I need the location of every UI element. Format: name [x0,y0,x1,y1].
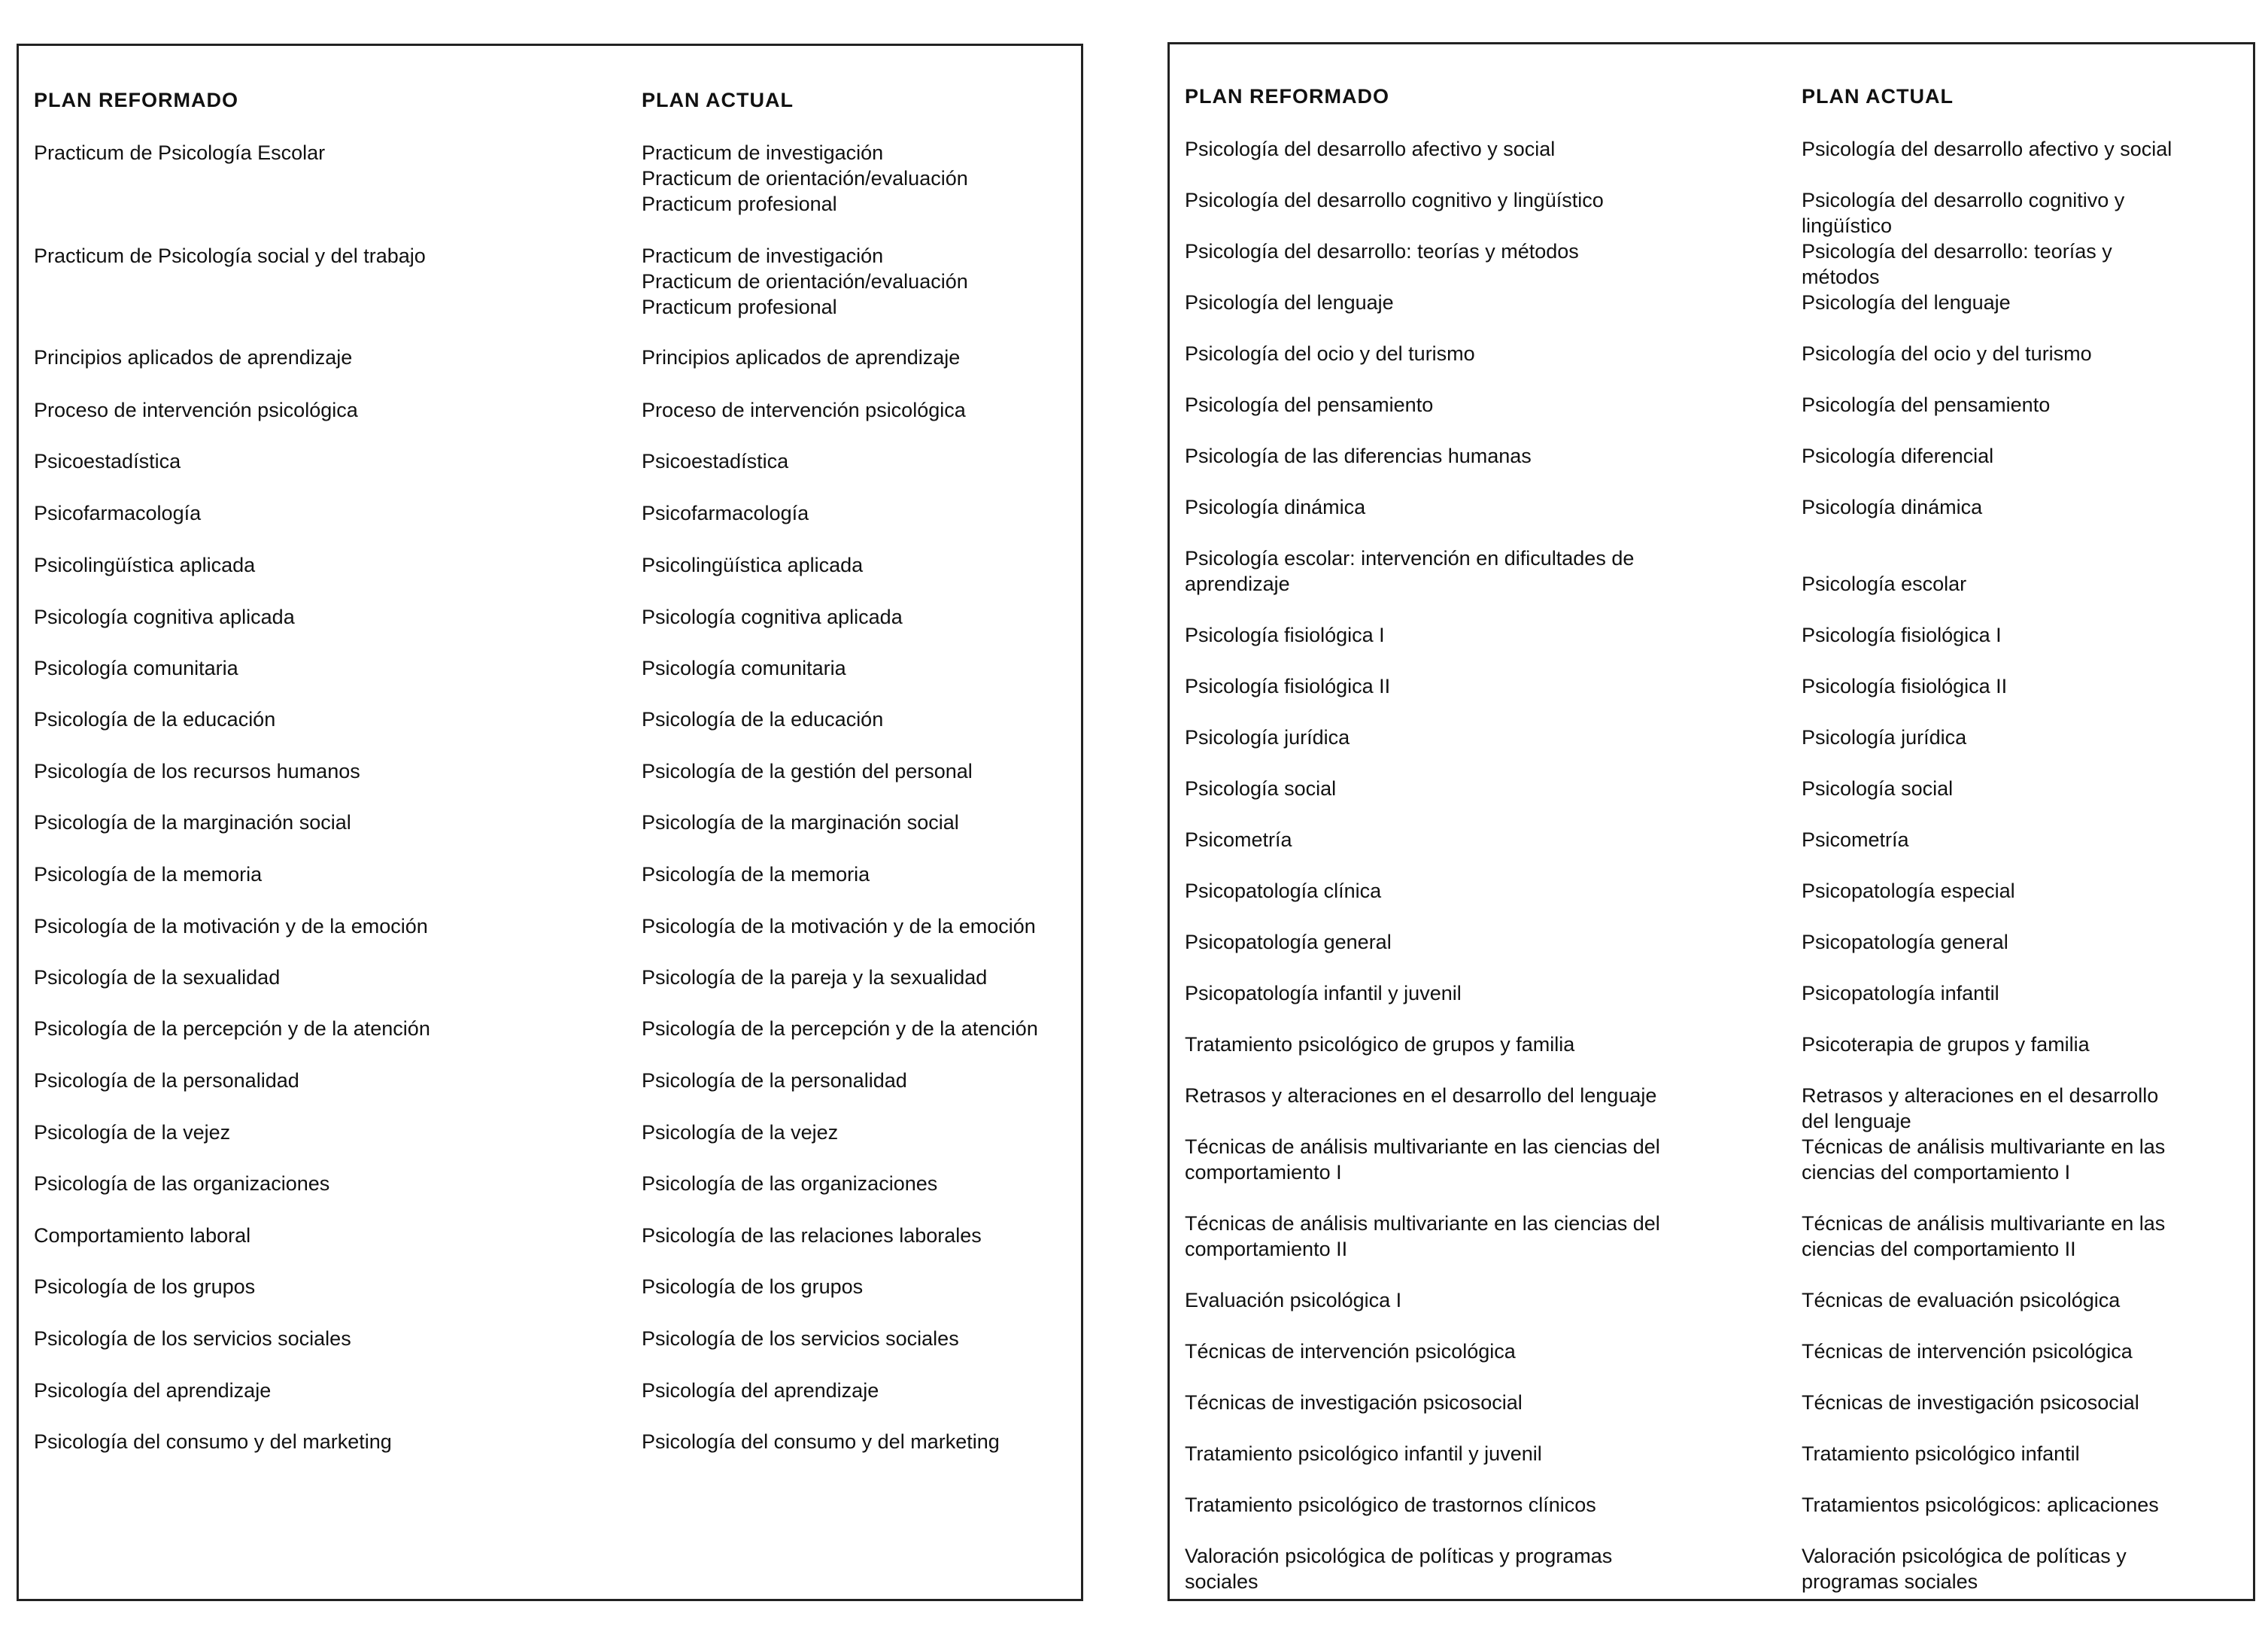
cell-plan-reformado [34,500,201,526]
header-plan-reformado: PLAN REFORMADO [34,89,238,111]
cell-line: Psicología dinámica [1185,496,1366,518]
cell-plan-actual [642,862,870,887]
cell-plan-reformado [1185,776,1336,801]
cell-plan-actual [1802,443,1993,469]
cell-plan-reformado [34,758,360,784]
cell-line: Psicología de la vejez [642,1121,839,1144]
cell-line: sociales [1185,1570,1258,1593]
cell-line: Psicología cognitiva aplicada [34,606,295,628]
cell-plan-actual [642,552,863,578]
cell-plan-actual [1802,239,2112,290]
cell-plan-reformado [1185,622,1385,648]
cell-line: Psicología de la sexualidad [34,966,281,989]
cell-plan-reformado [34,810,351,835]
cell-plan-reformado [1185,1492,1596,1518]
cell-line: Practicum de orientación/evaluación [642,167,968,190]
cell-plan-reformado [1185,290,1394,315]
cell-plan-reformado [1185,725,1350,750]
cell-line: Psicología del desarrollo: teorías y métodos [1185,240,1579,263]
cell-line: Comportamiento laboral [34,1224,251,1247]
cell-line: Psicología de la vejez [34,1121,231,1144]
right-table [1167,42,2255,1601]
cell-plan-actual [642,810,959,835]
cell-line: Técnicas de análisis multivariante en las [1802,1212,2166,1235]
cell-line: métodos [1802,266,1880,288]
cell-plan-reformado [34,345,352,370]
cell-plan-actual [1802,1492,2159,1518]
cell-line: Psicología del desarrollo afectivo y social [1185,138,1556,160]
cell-line: Psicología de la personalidad [34,1069,299,1092]
cell-plan-actual [1802,673,2007,699]
cell-plan-actual [642,1223,982,1248]
cell-line: Psicología de la memoria [34,863,263,886]
cell-plan-reformado [1185,341,1475,366]
cell-line: programas sociales [1802,1570,1978,1593]
cell-line: Técnicas de investigación psicosocial [1802,1391,2139,1414]
cell-line: Psicología fisiológica I [1185,624,1385,646]
cell-line: Psicofarmacología [642,502,809,524]
cell-plan-actual [1802,1134,2165,1185]
cell-line: Psicología jurídica [1185,726,1350,749]
cell-plan-actual [642,448,788,474]
cell-plan-reformado [1185,1441,1542,1466]
cell-line: ciencias del comportamiento II [1802,1238,2076,1260]
cell-line: comportamiento I [1185,1161,1342,1184]
cell-plan-actual [642,604,903,630]
cell-line: Practicum profesional [642,296,837,318]
left-table [17,44,1083,1601]
cell-plan-reformado [34,552,255,578]
cell-plan-actual [1802,929,2008,955]
cell-line: Psicología escolar: intervención en dificultades de [1185,547,1635,570]
cell-plan-reformado [1185,980,1462,1006]
cell-line: Evaluación psicológica I [1185,1289,1402,1311]
cell-line: Psicología fisiológica II [1802,675,2008,697]
cell-plan-reformado [1185,392,1433,418]
cell-plan-actual [1802,187,2124,239]
cell-plan-actual [1802,494,1982,520]
cell-line: Psicoestadística [642,450,789,473]
cell-line: Psicometría [1802,828,1909,851]
cell-line: Psicología de los recursos humanos [34,760,360,783]
cell-line: Proceso de intervención psicológica [34,399,358,421]
cell-line: Practicum de orientación/evaluación [642,270,968,293]
cell-line: Técnicas de intervención psicológica [1802,1340,2133,1363]
cell-line: Psicología social [1802,777,1954,800]
cell-plan-actual [642,913,1036,939]
cell-line: Psicoterapia de grupos y familia [1802,1033,2090,1056]
cell-plan-actual [642,758,973,784]
cell-plan-reformado [1185,929,1392,955]
cell-line: Psicología social [1185,777,1337,800]
cell-plan-actual [642,707,883,732]
cell-line: Psicología del pensamiento [1802,394,2051,416]
cell-line: Psicología de la educación [642,708,884,731]
cell-line: aprendizaje [1185,573,1290,595]
cell-line: Psicología de la percepción y de la atención [34,1017,430,1040]
cell-line: del lenguaje [1802,1110,1911,1132]
cell-line: Valoración psicológica de políticas y programas [1185,1545,1613,1567]
cell-line: Psicología comunitaria [642,657,846,679]
cell-line: Psicofarmacología [34,502,202,524]
cell-line: Psicología de los servicios sociales [642,1327,959,1350]
cell-line: Técnicas de análisis multivariante en las [1802,1135,2166,1158]
cell-plan-reformado [1185,1083,1656,1108]
cell-line: ciencias del comportamiento I [1802,1161,2071,1184]
cell-plan-reformado [1185,878,1381,904]
cell-plan-actual [642,965,987,990]
cell-plan-reformado [34,243,426,269]
cell-plan-reformado [34,1378,271,1403]
cell-line: Psicología del ocio y del turismo [1185,342,1475,365]
cell-plan-reformado [34,1274,255,1299]
cell-plan-reformado [34,1223,250,1248]
cell-plan-reformado [34,1016,430,1041]
cell-plan-reformado [34,1326,351,1351]
cell-line: Psicología de la pareja y la sexualidad [642,966,988,989]
cell-line: Psicología de la marginación social [642,811,959,834]
cell-line: Psicología del consumo y del marketing [642,1430,1000,1453]
cell-line: Psicología diferencial [1802,445,1994,467]
cell-plan-actual [1802,571,1966,597]
cell-plan-reformado [34,1429,392,1454]
cell-line: comportamiento II [1185,1238,1348,1260]
cell-line: Psicopatología general [1185,931,1392,953]
cell-plan-reformado [1185,1390,1523,1415]
cell-line: Psicología de las organizaciones [642,1172,938,1195]
cell-line: Psicología de la motivación y de la emoción [642,915,1036,938]
cell-line: Técnicas de análisis multivariante en las ciencias del [1185,1135,1660,1158]
cell-plan-actual [1802,1287,2120,1313]
cell-plan-actual [642,345,960,370]
cell-plan-actual [1802,1032,2090,1057]
cell-plan-actual [642,1378,879,1403]
cell-line: Retrasos y alteraciones en el desarrollo [1802,1084,2159,1107]
cell-line: Psicología del ocio y del turismo [1802,342,2092,365]
cell-plan-reformado [1185,443,1532,469]
cell-line: Psicología fisiológica I [1802,624,2002,646]
cell-plan-actual [1802,1211,2165,1262]
cell-plan-reformado [1185,1211,1660,1262]
cell-line: lingüístico [1802,214,1893,237]
header-plan-reformado: PLAN REFORMADO [1185,85,1389,108]
cell-line: Psicopatología infantil y juvenil [1185,982,1462,1004]
cell-line: Psicología dinámica [1802,496,1983,518]
cell-plan-actual [642,140,968,217]
cell-plan-reformado [1185,1339,1516,1364]
cell-line: Valoración psicológica de políticas y [1802,1545,2127,1567]
cell-line: Psicología del desarrollo cognitivo y [1802,189,2125,211]
cell-line: Psicología de la marginación social [34,811,351,834]
cell-plan-actual [642,1171,937,1196]
cell-line: Psicología del desarrollo cognitivo y lingüístico [1185,189,1604,211]
cell-line: Psicología de las relaciones laborales [642,1224,982,1247]
cell-line: Psicología de la personalidad [642,1069,907,1092]
cell-line: Psicología de la educación [34,708,276,731]
cell-line: Tratamiento psicológico infantil y juvenil [1185,1442,1542,1465]
cell-plan-actual [642,397,966,423]
cell-plan-reformado [34,397,358,423]
cell-line: Psicología de las organizaciones [34,1172,330,1195]
cell-plan-actual [1802,136,2172,162]
cell-line: Tratamiento psicológico de grupos y familia [1185,1033,1575,1056]
cell-plan-actual [1802,290,2011,315]
cell-plan-reformado [34,140,325,166]
cell-plan-reformado [1185,1543,1612,1594]
cell-plan-actual [642,1326,959,1351]
cell-line: Psicopatología general [1802,931,2008,953]
cell-plan-actual [642,1068,907,1093]
cell-plan-reformado [34,862,262,887]
cell-plan-reformado [1185,545,1634,597]
cell-line: Tratamientos psicológicos: aplicaciones [1802,1494,2159,1516]
cell-line: Psicología de los grupos [642,1275,864,1298]
cell-line: Técnicas de evaluación psicológica [1802,1289,2121,1311]
cell-plan-reformado [34,1120,230,1145]
cell-plan-actual [1802,1083,2158,1134]
cell-line: Psicología del aprendizaje [642,1379,879,1402]
cell-plan-actual [642,1016,1038,1041]
cell-line: Psicología del desarrollo: teorías y [1802,240,2112,263]
cell-plan-reformado [34,655,238,681]
cell-line: Practicum de Psicología Escolar [34,141,326,164]
cell-plan-reformado [1185,673,1390,699]
cell-line: Principios aplicados de aprendizaje [642,346,961,369]
cell-line: Psicología del pensamiento [1185,394,1434,416]
cell-plan-reformado [34,1171,329,1196]
cell-line: Psicología de las diferencias humanas [1185,445,1532,467]
cell-plan-reformado [1185,827,1292,852]
cell-line: Psicología de la memoria [642,863,870,886]
cell-plan-reformado [1185,187,1604,213]
cell-line: Practicum de investigación [642,245,884,267]
cell-line: Tratamiento psicológico de trastornos clínicos [1185,1494,1596,1516]
cell-line: Psicología cognitiva aplicada [642,606,903,628]
cell-line: Psicopatología clínica [1185,880,1382,902]
cell-plan-actual [642,243,968,320]
cell-plan-actual [1802,392,2050,418]
cell-plan-reformado [34,448,181,474]
cell-plan-reformado [34,604,295,630]
cell-line: Tratamiento psicológico infantil [1802,1442,2080,1465]
cell-line: Psicometría [1185,828,1292,851]
cell-line: Psicolingüística aplicada [34,554,256,576]
cell-line: Psicología jurídica [1802,726,1967,749]
header-plan-actual: PLAN ACTUAL [642,89,794,111]
cell-plan-actual [1802,622,2002,648]
cell-plan-reformado [1185,1032,1574,1057]
cell-line: Psicología del lenguaje [1185,291,1394,314]
cell-plan-actual [1802,725,1966,750]
cell-line: Psicología del aprendizaje [34,1379,272,1402]
cell-line: Practicum profesional [642,193,837,215]
cell-plan-reformado [1185,239,1579,264]
cell-line: Psicología de la gestión del personal [642,760,973,783]
cell-plan-actual [1802,827,1909,852]
cell-plan-reformado [1185,1134,1660,1185]
cell-line: Psicología del lenguaje [1802,291,2011,314]
cell-line: Psicología de la motivación y de la emoción [34,915,428,938]
cell-plan-reformado [34,1068,299,1093]
cell-line: Proceso de intervención psicológica [642,399,966,421]
cell-plan-reformado [34,707,275,732]
cell-plan-actual [642,500,809,526]
cell-line: Psicología del desarrollo afectivo y social [1802,138,2172,160]
cell-line: Psicología del consumo y del marketing [34,1430,392,1453]
cell-line: Técnicas de investigación psicosocial [1185,1391,1523,1414]
cell-plan-actual [642,1429,1000,1454]
cell-line: Psicología de los grupos [34,1275,256,1298]
cell-line: Psicopatología infantil [1802,982,1999,1004]
cell-line: Psicología fisiológica II [1185,675,1391,697]
cell-plan-actual [1802,1441,2080,1466]
cell-line: Psicología escolar [1802,573,1967,595]
header-plan-actual: PLAN ACTUAL [1802,85,1954,108]
cell-line: Psicología comunitaria [34,657,238,679]
cell-plan-actual [1802,776,1953,801]
cell-line: Psicopatología especial [1802,880,2015,902]
cell-line: Técnicas de análisis multivariante en las ciencias del [1185,1212,1660,1235]
cell-plan-reformado [1185,1287,1401,1313]
cell-plan-actual [1802,980,1999,1006]
cell-line: Psicoestadística [34,450,181,473]
cell-line: Practicum de investigación [642,141,884,164]
cell-plan-actual [1802,1390,2139,1415]
cell-plan-actual [1802,1339,2133,1364]
cell-line: Técnicas de intervención psicológica [1185,1340,1516,1363]
cell-plan-reformado [1185,494,1365,520]
cell-plan-actual [642,1274,863,1299]
cell-plan-reformado [34,913,428,939]
cell-plan-actual [642,655,846,681]
cell-line: Psicología de la percepción y de la atención [642,1017,1038,1040]
cell-line: Practicum de Psicología social y del trabajo [34,245,426,267]
cell-line: Principios aplicados de aprendizaje [34,346,353,369]
cell-line: Psicología de los servicios sociales [34,1327,351,1350]
cell-plan-reformado [1185,136,1555,162]
cell-plan-actual [1802,1543,2127,1594]
cell-plan-actual [1802,878,2015,904]
cell-plan-actual [642,1120,838,1145]
cell-plan-reformado [34,965,280,990]
cell-line: Retrasos y alteraciones en el desarrollo del lenguaje [1185,1084,1657,1107]
cell-plan-actual [1802,341,2092,366]
cell-line: Psicolingüística aplicada [642,554,864,576]
